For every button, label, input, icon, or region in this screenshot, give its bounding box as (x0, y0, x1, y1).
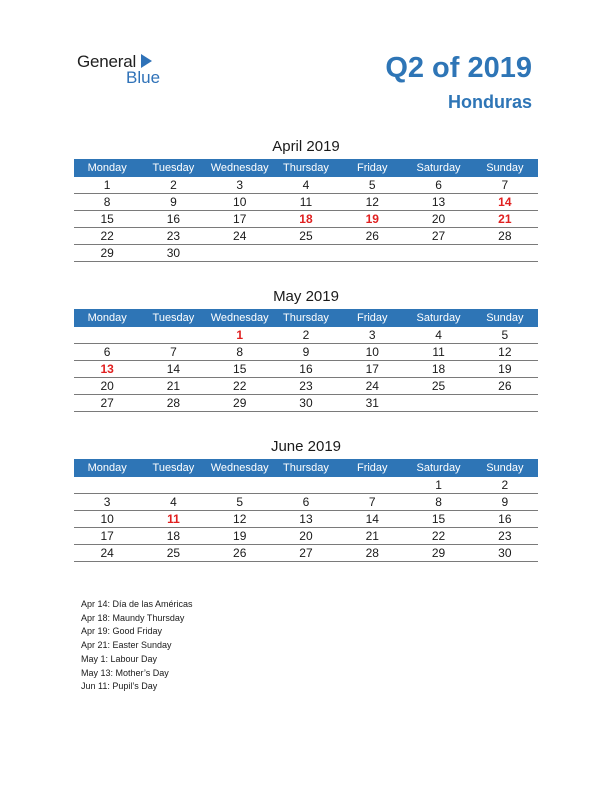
day-cell: 12 (339, 194, 405, 211)
day-cell: 22 (207, 378, 273, 395)
weekday-header: Friday (339, 459, 405, 477)
month-may (74, 287, 538, 412)
day-cell (472, 395, 538, 412)
day-cell: 14 (472, 194, 538, 211)
week-row (74, 511, 538, 528)
day-cell: 8 (207, 344, 273, 361)
day-cell: 15 (405, 511, 471, 528)
day-cell: 7 (472, 177, 538, 194)
day-cell: 6 (273, 494, 339, 511)
day-cell: 19 (472, 361, 538, 378)
day-cell: 22 (405, 528, 471, 545)
month-title: June 2019 (270, 438, 342, 455)
day-cell: 27 (273, 545, 339, 562)
weekday-header: Thursday (273, 309, 339, 327)
day-cell: 30 (140, 245, 206, 262)
day-cell: 21 (339, 528, 405, 545)
day-cell: 22 (74, 228, 140, 245)
day-cell: 16 (472, 511, 538, 528)
day-cell: 30 (472, 545, 538, 562)
day-cell: 13 (405, 194, 471, 211)
day-cell: 13 (74, 361, 140, 378)
day-cell: 19 (339, 211, 405, 228)
weekday-header: Sunday (472, 159, 538, 177)
day-cell: 2 (472, 477, 538, 494)
weekday-header-row (74, 309, 538, 327)
month-title: May 2019 (273, 288, 339, 305)
weekday-header: Sunday (472, 459, 538, 477)
day-cell: 18 (405, 361, 471, 378)
day-cell (273, 477, 339, 494)
calendar-table (74, 159, 538, 262)
weekday-header: Wednesday (207, 459, 273, 477)
weekday-header: Saturday (405, 459, 471, 477)
day-cell: 4 (273, 177, 339, 194)
day-cell: 8 (74, 194, 140, 211)
day-cell: 5 (472, 327, 538, 344)
day-cell: 24 (74, 545, 140, 562)
month-april (74, 137, 538, 262)
weekday-header: Tuesday (140, 309, 206, 327)
day-cell: 29 (74, 245, 140, 262)
holiday-note: Apr 18: Maundy Thursday (81, 612, 185, 623)
day-cell: 4 (140, 494, 206, 511)
day-cell: 12 (207, 511, 273, 528)
day-cell: 27 (74, 395, 140, 412)
day-cell: 15 (74, 211, 140, 228)
logo-general-text: General (77, 52, 137, 71)
day-cell: 25 (405, 378, 471, 395)
day-cell: 1 (74, 177, 140, 194)
day-cell: 2 (140, 177, 206, 194)
week-row (74, 228, 538, 245)
day-cell: 30 (273, 395, 339, 412)
holiday-note: Apr 21: Easter Sunday (81, 640, 172, 651)
logo-blue-text: Blue (126, 68, 161, 87)
day-cell: 26 (472, 378, 538, 395)
weekday-header: Wednesday (207, 309, 273, 327)
weekday-header-row (74, 159, 538, 177)
day-cell: 17 (339, 361, 405, 378)
day-cell: 10 (74, 511, 140, 528)
week-row (74, 477, 538, 494)
day-cell: 13 (273, 511, 339, 528)
day-cell: 1 (405, 477, 471, 494)
day-cell: 9 (273, 344, 339, 361)
day-cell (140, 327, 206, 344)
week-row (74, 545, 538, 562)
day-cell: 15 (207, 361, 273, 378)
day-cell: 26 (207, 545, 273, 562)
day-cell: 9 (140, 194, 206, 211)
day-cell: 23 (273, 378, 339, 395)
day-cell: 20 (273, 528, 339, 545)
month-june (74, 437, 538, 562)
day-cell: 21 (140, 378, 206, 395)
day-cell: 24 (339, 378, 405, 395)
page-title: Q2 of 2019 (385, 52, 532, 84)
weekday-header: Friday (339, 159, 405, 177)
day-cell: 3 (339, 327, 405, 344)
brand-logo (77, 52, 177, 92)
day-cell: 16 (140, 211, 206, 228)
weekday-header: Monday (74, 309, 140, 327)
week-row (74, 344, 538, 361)
day-cell: 29 (405, 545, 471, 562)
day-cell (207, 477, 273, 494)
weekday-header: Tuesday (140, 459, 206, 477)
day-cell: 9 (472, 494, 538, 511)
day-cell: 23 (472, 528, 538, 545)
weekday-header: Monday (74, 459, 140, 477)
day-cell: 29 (207, 395, 273, 412)
day-cell (472, 245, 538, 262)
day-cell: 14 (140, 361, 206, 378)
day-cell: 14 (339, 511, 405, 528)
logo-flag-icon (141, 54, 152, 68)
day-cell: 28 (339, 545, 405, 562)
day-cell: 17 (74, 528, 140, 545)
day-cell: 20 (74, 378, 140, 395)
weekday-header: Friday (339, 309, 405, 327)
weekday-header: Thursday (273, 159, 339, 177)
day-cell: 11 (140, 511, 206, 528)
week-row (74, 327, 538, 344)
holiday-note: May 1: Labour Day (81, 653, 158, 664)
day-cell (74, 327, 140, 344)
day-cell (74, 477, 140, 494)
week-row (74, 245, 538, 262)
week-row (74, 395, 538, 412)
day-cell: 5 (339, 177, 405, 194)
week-row (74, 211, 538, 228)
holiday-note: Jun 11: Pupil’s Day (81, 681, 158, 692)
day-cell: 18 (140, 528, 206, 545)
weekday-header: Monday (74, 159, 140, 177)
weekday-header: Thursday (273, 459, 339, 477)
week-row (74, 378, 538, 395)
day-cell: 6 (405, 177, 471, 194)
day-cell: 20 (405, 211, 471, 228)
weekday-header: Saturday (405, 159, 471, 177)
day-cell: 11 (405, 344, 471, 361)
calendar-table (74, 459, 538, 562)
day-cell: 11 (273, 194, 339, 211)
day-cell: 28 (140, 395, 206, 412)
day-cell: 18 (273, 211, 339, 228)
day-cell: 5 (207, 494, 273, 511)
week-row (74, 194, 538, 211)
country-subtitle: Honduras (447, 92, 532, 112)
day-cell: 2 (273, 327, 339, 344)
day-cell: 1 (207, 327, 273, 344)
day-cell: 31 (339, 395, 405, 412)
day-cell: 27 (405, 228, 471, 245)
day-cell (405, 395, 471, 412)
day-cell: 3 (74, 494, 140, 511)
weekday-header: Saturday (405, 309, 471, 327)
day-cell: 17 (207, 211, 273, 228)
day-cell: 25 (273, 228, 339, 245)
day-cell: 10 (339, 344, 405, 361)
day-cell: 26 (339, 228, 405, 245)
weekday-header: Wednesday (207, 159, 273, 177)
day-cell: 10 (207, 194, 273, 211)
weekday-header-row (74, 459, 538, 477)
day-cell: 3 (207, 177, 273, 194)
day-cell: 7 (140, 344, 206, 361)
day-cell (339, 245, 405, 262)
day-cell: 24 (207, 228, 273, 245)
holiday-note: May 13: Mother’s Day (81, 667, 169, 678)
day-cell: 4 (405, 327, 471, 344)
day-cell (339, 477, 405, 494)
day-cell: 16 (273, 361, 339, 378)
day-cell: 19 (207, 528, 273, 545)
day-cell: 6 (74, 344, 140, 361)
day-cell: 12 (472, 344, 538, 361)
month-title: April 2019 (272, 138, 340, 155)
weekday-header: Tuesday (140, 159, 206, 177)
weekday-header: Sunday (472, 309, 538, 327)
day-cell (140, 477, 206, 494)
day-cell (273, 245, 339, 262)
day-cell: 28 (472, 228, 538, 245)
week-row (74, 494, 538, 511)
week-row (74, 361, 538, 378)
day-cell (405, 245, 471, 262)
week-row (74, 177, 538, 194)
week-row (74, 528, 538, 545)
day-cell: 25 (140, 545, 206, 562)
day-cell: 23 (140, 228, 206, 245)
day-cell (207, 245, 273, 262)
day-cell: 8 (405, 494, 471, 511)
day-cell: 21 (472, 211, 538, 228)
holiday-notes (81, 598, 193, 694)
holiday-note: Apr 19: Good Friday (81, 626, 163, 637)
day-cell: 7 (339, 494, 405, 511)
calendar-table (74, 309, 538, 412)
holiday-note: Apr 14: Día de las Américas (81, 599, 193, 609)
